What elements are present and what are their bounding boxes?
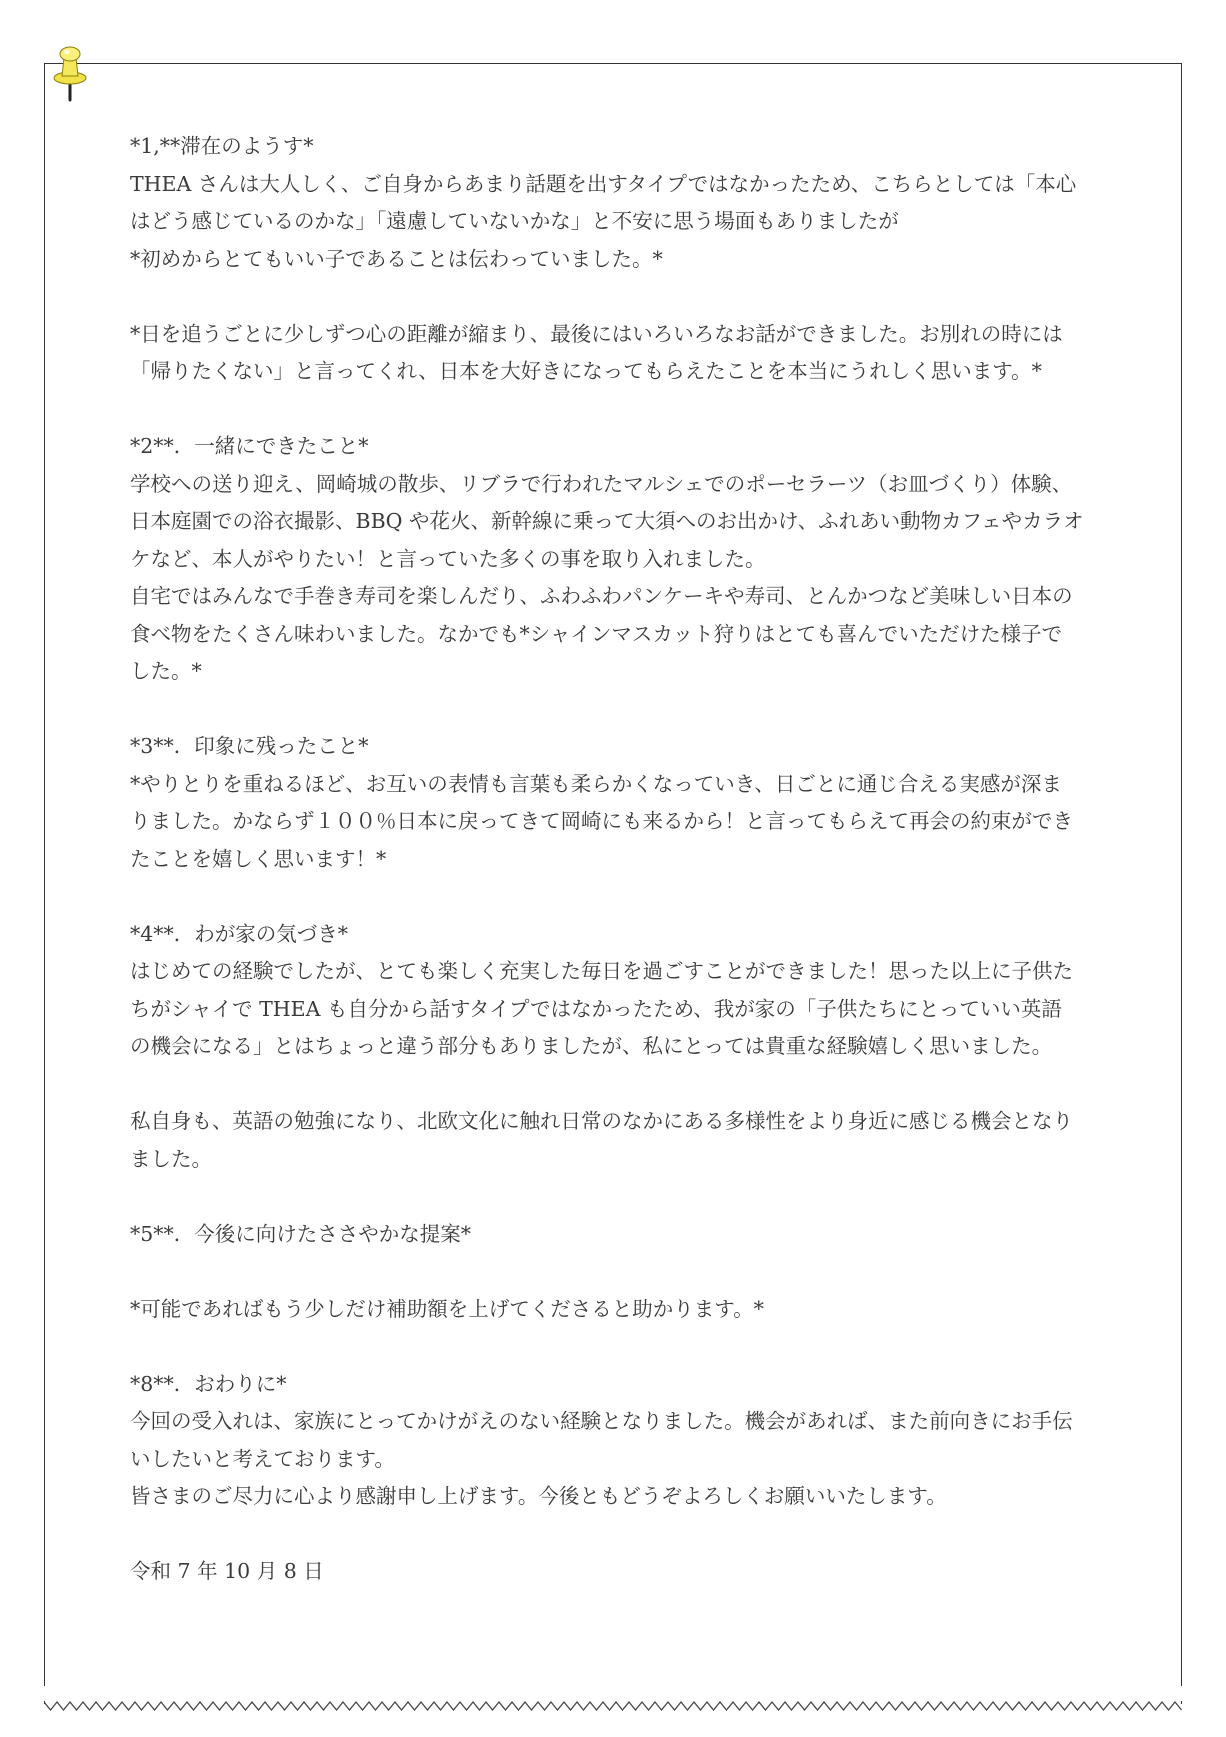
blank-line [130,1178,1120,1216]
text-line: した。* [130,659,202,683]
blank-line [130,1253,1120,1291]
text-line: ケなど、本人がやりたい！と言っていた多くの事を取り入れました。 [130,546,766,571]
blank-line [130,878,1120,916]
text-line: 日本庭園での浴衣撮影、BBQ や花火、新幹線に乗って大須へのお出かけ、ふれあい動物カフェやカラオ [130,509,1084,533]
text-line: 令和 7 年 10 月 8 日 [130,1559,324,1583]
text-line: の機会になる」とはちょっと違う部分もありましたが、私にとっては貴重な経験嬉しく思いました。 [130,1034,1053,1058]
blank-line [130,1516,1120,1554]
text-line: 今回の受入れは、家族にとってかけがえのない経験となりました。機会があれば、また前向きにお手伝 [130,1409,1073,1433]
text-line: 自宅ではみんなで手巻き寿司を楽しんだり、ふわふわパンケーキや寿司、とんかつなど美味しい日本の [130,584,1073,608]
text-line: はじめての経験でしたが、とても楽しく充実した毎日を過ごすことができました！思った以上に子供た [130,959,1073,983]
text-line: 私自身も、英語の勉強になり、北欧文化に触れ日常のなかにある多様性をより身近に感じる機会となり [130,1109,1073,1133]
text-line: ました。 [130,1146,212,1171]
text-line: たことを嬉しく思います！* [130,846,387,871]
blank-line [130,691,1120,729]
text-line: *1,**滞在のようす* [130,134,314,158]
text-line: THEA さんは大人しく、ご自身からあまり話題を出すタイプではなかったため、こちらとしては「本心 [130,171,1077,196]
text-line: 「帰りたくない」と言ってくれ、日本を大好きになってもらえたことを本当にうれしく思います。* [130,359,1042,383]
blank-line [130,1066,1120,1104]
text-line: *日を追うごとに少しずつ心の距離が縮まり、最後にはいろいろなお話ができました。お別れの時には [130,321,1063,346]
document-body [130,128,1120,1591]
text-line: いしたいと考えております。 [130,1446,395,1471]
text-line: ちがシャイで THEA も自分から話すタイプではなかったため、我が家の「子供たちにとっていい英語 [130,996,1062,1021]
text-line: りました。かならず１００％日本に戻ってきて岡崎にも来るから！と言ってもらえて再会の約束ができ [130,809,1073,833]
text-line: *5**．今後に向けたささやかな提案* [130,1221,472,1246]
text-line: *2**．一緒にできたこと* [130,434,369,458]
text-line: *可能であればもう少しだけ補助額を上げてくださると助かります。* [130,1296,764,1321]
text-line: *8**．おわりに* [130,1371,287,1396]
text-line: 皆さまのご尽力に心より感謝申し上げます。今後ともどうぞよろしくお願いいたします。 [130,1484,947,1508]
text-line: *初めからとてもいい子であることは伝わっていました。* [130,246,663,271]
blank-line [130,1328,1120,1366]
text-line: 食べ物をたくさん味わいました。なかでも*シャインマスカット狩りはとても喜んでいただけた様子で [130,621,1063,646]
text-line: 学校への送り迎え、岡崎城の散歩、リブラで行われたマルシェでのポーセラーツ（お皿づくり）体験、 [130,471,1073,496]
text-line: *3**．印象に残ったこと* [130,734,369,758]
torn-page-edge [44,1686,1182,1716]
blank-line [130,278,1120,316]
blank-line [130,391,1120,429]
pushpin-icon [50,42,90,102]
text-line: *やりとりを重ねるほど、お互いの表情も言葉も柔らかくなっていき、日ごとに通じ合える実感が深ま [130,771,1062,796]
text-line: はどう感じているのかな」「遠慮していないかな」と不安に思う場面もありましたが [130,209,899,233]
text-line: *4**．わが家の気づき* [130,921,349,946]
